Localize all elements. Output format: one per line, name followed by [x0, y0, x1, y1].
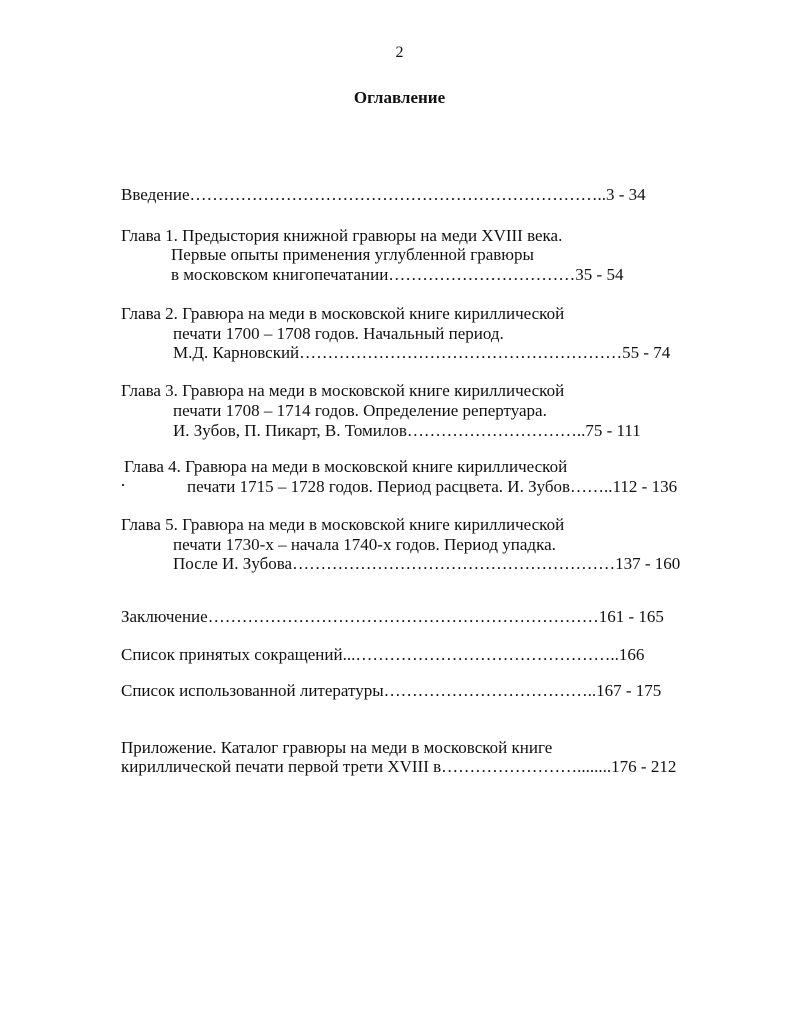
- toc-entry-ch1-line1: Глава 1. Предыстория книжной гравюры на меди XVIII века.: [121, 226, 563, 245]
- toc-entry-appendix-line2: кириллической печати первой трети XVIII в……………………........176 - 212: [121, 757, 677, 776]
- toc-entry-abbreviations: Список принятых сокращений...………………………………………..166: [121, 645, 645, 664]
- toc-entry-ch5-line3: После И. Зубова…………………………………………………137 - 160: [173, 554, 681, 573]
- toc-entry-literature: Список использованной литературы………………………………..167 - 175: [121, 681, 662, 700]
- toc-entry-ch1-line3: в московском книгопечатании……………………………35 - 54: [171, 265, 624, 284]
- toc-entry-ch2-line3: М.Д. Карновский…………………………………………………55 - 74: [173, 343, 671, 362]
- toc-entry-ch3-line2: печати 1708 – 1714 годов. Определение репертуара.: [173, 401, 547, 420]
- toc-entry-ch4-line2: печати 1715 – 1728 годов. Период расцвета. И. Зубов……..112 - 136: [187, 477, 678, 496]
- scan-speck: [122, 484, 124, 486]
- toc-entry-ch5-line1: Глава 5. Гравюра на меди в московской книге кириллической: [121, 515, 565, 534]
- toc-entry-conclusion: Заключение……………………………………………………………161 - 165: [121, 607, 664, 626]
- toc-entry-appendix-line1: Приложение. Каталог гравюры на меди в московской книге: [121, 738, 553, 757]
- toc-entry-ch3-line3: И. Зубов, П. Пикарт, В. Томилов…………………………..75 - 111: [173, 421, 641, 440]
- page-number: 2: [395, 44, 404, 61]
- toc-entry-ch5-line2: печати 1730-х – начала 1740-х годов. Период упадка.: [173, 535, 556, 554]
- toc-entry-ch3-line1: Глава 3. Гравюра на меди в московской книге кириллической: [121, 381, 565, 400]
- toc-entry-ch4-line1: Глава 4. Гравюра на меди в московской книге кириллической: [124, 457, 568, 476]
- toc-entry-ch2-line1: Глава 2. Гравюра на меди в московской книге кириллической: [121, 304, 565, 323]
- toc-heading: Оглавление: [353, 88, 446, 107]
- toc-entry-ch1-line2: Первые опыты применения углубленной гравюры: [171, 245, 534, 264]
- toc-entry-intro: Введение………………………………………………………………..3 - 34: [121, 185, 646, 204]
- toc-entry-ch2-line2: печати 1700 – 1708 годов. Начальный период.: [173, 324, 504, 343]
